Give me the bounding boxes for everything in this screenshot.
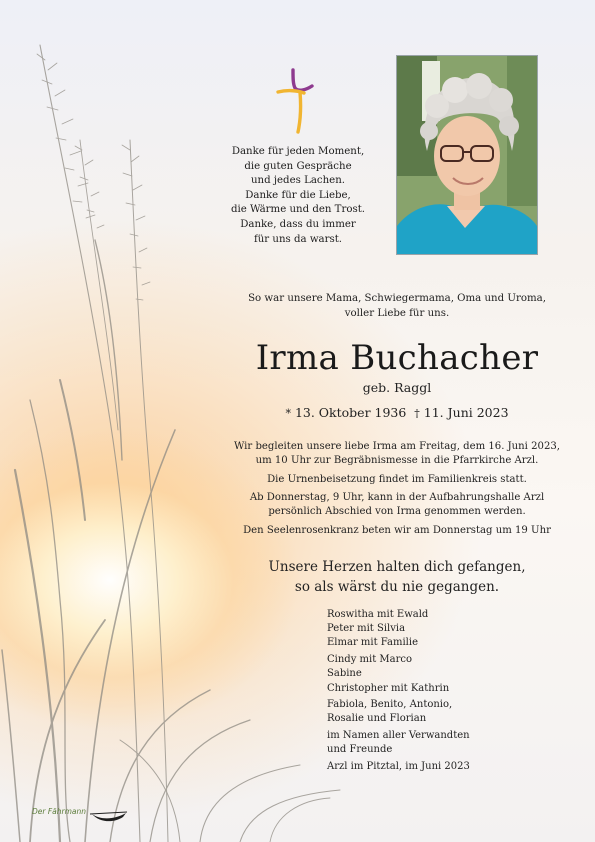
- details-line: um 10 Uhr zur Begräbnismesse in die Pfarrkirche Arzl.: [255, 454, 539, 466]
- details-paragraph: [232, 524, 562, 538]
- death-date: 11. Juni 2023: [423, 405, 509, 420]
- family-list: [327, 608, 567, 777]
- details-line: Ab Donnerstag, 9 Uhr, kann in der Aufbahrungshalle Arzl: [249, 492, 545, 504]
- poem-line: die guten Gespräche: [244, 160, 352, 172]
- portrait-photo: [396, 55, 538, 255]
- poem-line: und jedes Lachen.: [250, 175, 346, 187]
- family-member: Peter mit Silvia: [327, 623, 406, 635]
- memorial-quote: [232, 558, 562, 597]
- family-member: im Namen aller Verwandten: [327, 730, 470, 742]
- cross-icon: [274, 68, 318, 138]
- family-member: Roswitha mit Ewald: [327, 609, 429, 620]
- details-paragraph: [232, 491, 562, 519]
- intro-line: So war unsere Mama, Schwiegermama, Oma und Uroma,: [248, 293, 546, 304]
- death-symbol: †: [414, 407, 420, 420]
- details-line: Den Seelenrosenkranz beten wir am Donnerstag um 19 Uhr: [243, 524, 551, 536]
- family-member: Sabine: [327, 668, 362, 680]
- family-group: [327, 653, 567, 696]
- details-line: persönlich Abschied von Irma genommen werden.: [268, 506, 526, 518]
- poem-line: Danke für die Liebe,: [245, 189, 351, 201]
- poem-line: für uns da warst.: [253, 233, 343, 245]
- poem: [212, 145, 384, 247]
- funeral-details: [232, 440, 562, 543]
- quote-line: Unsere Herzen halten dich gefangen,: [268, 559, 526, 575]
- details-line: Die Urnenbeisetzung findet im Familienkreis statt.: [267, 473, 527, 485]
- details-paragraph: [232, 440, 562, 468]
- funeral-home-logo: [30, 802, 130, 826]
- details-line: Wir begleiten unsere liebe Irma am Freitag, dem 16. Juni 2023,: [233, 441, 560, 452]
- poem-line: die Wärme und den Trost.: [230, 204, 366, 216]
- family-group: [327, 729, 567, 757]
- family-member: Christopher mit Kathrin: [327, 682, 450, 694]
- life-dates: [232, 405, 562, 422]
- quote-line: so als wärst du nie gegangen.: [294, 578, 500, 595]
- intro-line: voller Liebe für uns.: [344, 307, 450, 319]
- intro-text: [232, 292, 562, 321]
- family-member: Elmar mit Familie: [327, 637, 418, 649]
- family-member: Rosalie und Florian: [327, 713, 427, 725]
- birth-date: 13. Oktober 1936: [294, 405, 407, 420]
- maiden-name: geb. Raggl: [362, 380, 432, 395]
- family-member: und Freunde: [327, 744, 393, 756]
- poem-line: Danke für jeden Moment,: [231, 146, 365, 157]
- family-group: [327, 608, 567, 651]
- birth-symbol: *: [285, 407, 291, 420]
- family-group: [327, 760, 567, 774]
- place-date: Arzl im Pitztal, im Juni 2023: [327, 761, 470, 773]
- portrait-illustration: [397, 56, 537, 254]
- family-group: [327, 698, 567, 726]
- family-member: Cindy mit Marco: [327, 654, 412, 666]
- logo-text: Der Fährmann: [32, 807, 87, 816]
- poem-line: Danke, dass du immer: [240, 218, 356, 230]
- details-paragraph: [232, 473, 562, 487]
- family-member: Fabiola, Benito, Antonio,: [327, 699, 453, 711]
- deceased-name: Irma Buchacher: [255, 338, 539, 378]
